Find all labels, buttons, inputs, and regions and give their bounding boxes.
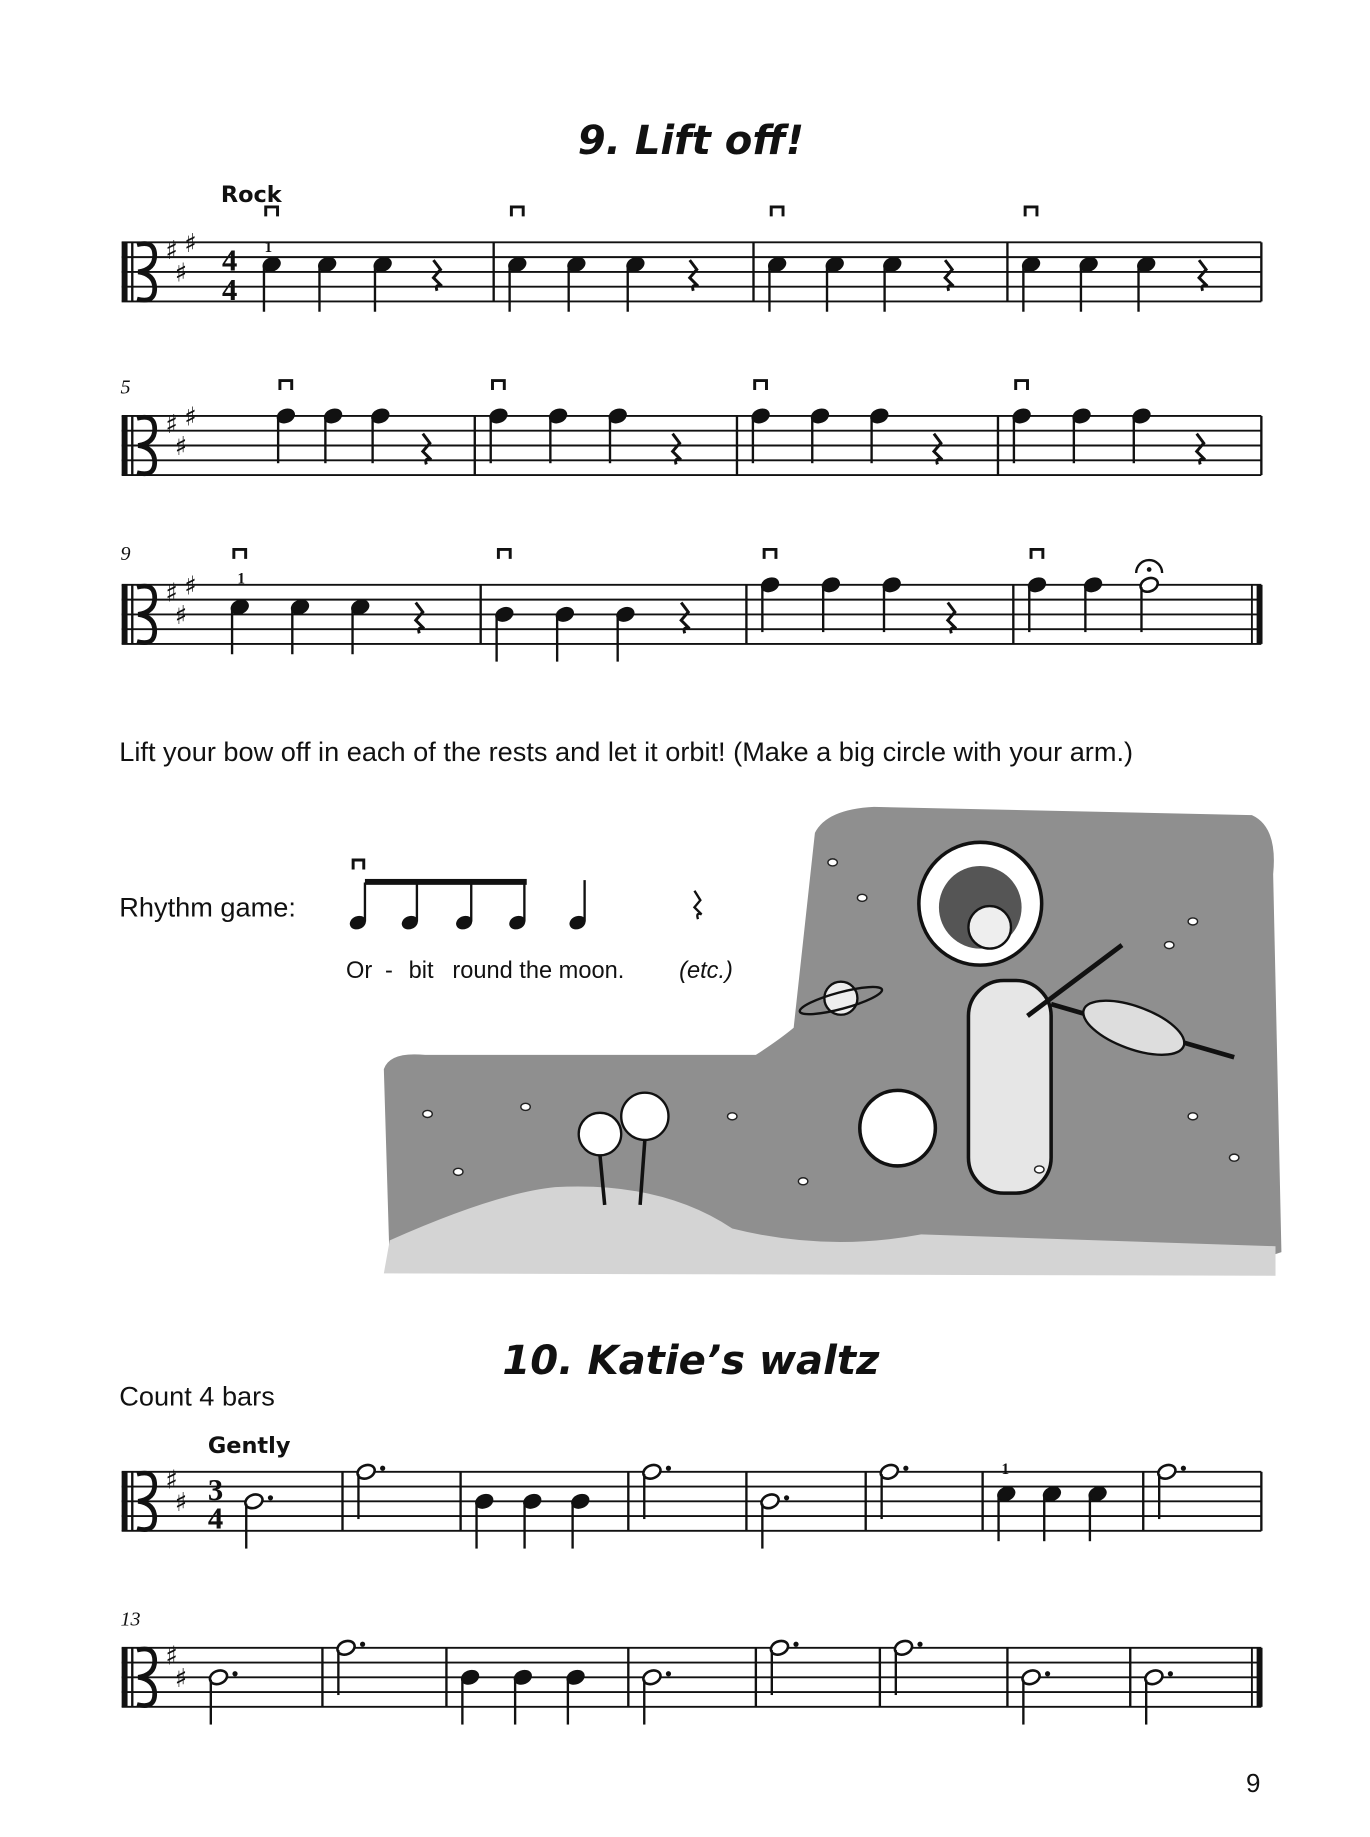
sharp-icon: ♯ (174, 1487, 188, 1518)
time-sig-top: 3 (207, 1473, 224, 1508)
down-bow-icon (511, 207, 523, 216)
augmentation-dot (360, 1642, 365, 1647)
sharp-icon: ♯ (184, 571, 197, 602)
small-helmet (860, 1090, 936, 1166)
time-sig-top: 4 (222, 243, 238, 278)
down-bow-icon (266, 207, 278, 216)
rhythm-lyrics (346, 958, 733, 984)
sharp-icon: ♯ (184, 228, 197, 259)
face (968, 906, 1011, 949)
down-bow-icon (280, 381, 292, 390)
sharp-icon: ♯ (174, 431, 188, 462)
down-bow-icon (492, 381, 504, 390)
lyric: (etc.) (679, 958, 733, 985)
staff-system (122, 549, 1263, 661)
crater (798, 1178, 807, 1185)
crater (728, 1113, 737, 1120)
alto-clef-bar (122, 416, 128, 475)
final-barline (1257, 1648, 1263, 1707)
spacesuit-body (968, 981, 1051, 1194)
astronaut-illustration (384, 807, 1282, 1276)
down-bow-icon (498, 549, 510, 558)
measure-number-5: 5 (120, 376, 131, 399)
fermata-dot (1147, 567, 1152, 572)
measure-number-9: 9 (120, 543, 131, 566)
alto-clef-bar (131, 242, 133, 301)
augmentation-dot (1181, 1466, 1186, 1471)
final-barline (1257, 585, 1263, 644)
alien-eye (621, 1093, 668, 1140)
sharp-icon: ♯ (174, 258, 188, 289)
sharp-icon: ♯ (165, 236, 178, 267)
lyric: bit (408, 958, 434, 985)
sharp-icon: ♯ (174, 600, 188, 631)
sharp-icon: ♯ (165, 578, 178, 609)
sharp-icon: ♯ (165, 1641, 178, 1672)
crater (521, 1103, 530, 1110)
quarter-rest (694, 891, 701, 919)
crater (857, 894, 866, 901)
alto-clef-bar (122, 585, 128, 644)
augmentation-dot (666, 1466, 671, 1471)
piece-10-tempo: Gently (207, 1432, 291, 1459)
piece-10-title: 10. Katie’s waltz (502, 1337, 880, 1384)
down-bow-icon (234, 549, 246, 558)
alto-clef-bar (122, 1648, 128, 1707)
crater (423, 1110, 432, 1117)
crater (1035, 1166, 1044, 1173)
fingering-1: 1 (264, 238, 273, 256)
staff-system (122, 1638, 1263, 1724)
time-sig-bottom: 4 (207, 1501, 224, 1536)
staff-system (122, 207, 1262, 312)
down-bow-icon (1016, 381, 1028, 390)
piece-9-title: 9. Lift off! (577, 117, 805, 164)
measure-number-13: 13 (120, 1608, 141, 1631)
augmentation-dot (268, 1495, 273, 1500)
staff-system (122, 1462, 1262, 1548)
down-bow-icon (1031, 549, 1043, 558)
augmentation-dot (1045, 1671, 1050, 1676)
augmentation-dot (380, 1466, 385, 1471)
count-in-text: Count 4 bars (119, 1380, 275, 1412)
alto-clef-bar (131, 1472, 133, 1531)
alto-clef-bar (122, 1472, 128, 1531)
augmentation-dot (917, 1642, 922, 1647)
augmentation-dot (903, 1466, 908, 1471)
augmentation-dot (666, 1671, 671, 1676)
sharp-icon: ♯ (184, 402, 197, 433)
augmentation-dot (793, 1642, 798, 1647)
down-bow-icon (764, 549, 776, 558)
crater (454, 1168, 463, 1175)
down-bow-icon (353, 860, 364, 869)
lyric: Or (346, 958, 373, 985)
page-number: 9 (1245, 1767, 1261, 1798)
eighth-beam (365, 879, 527, 885)
fingering-1: 1 (1001, 1461, 1010, 1479)
down-bow-icon (771, 207, 783, 216)
sharp-icon: ♯ (165, 1465, 178, 1496)
rhythm-game-label: Rhythm game: (119, 891, 296, 923)
crater (1188, 918, 1197, 925)
lyric: - (385, 958, 393, 985)
lyric: round the moon. (452, 958, 625, 985)
crater (1229, 1154, 1238, 1161)
alto-clef-bar (131, 1648, 133, 1707)
down-bow-icon (1025, 207, 1037, 216)
augmentation-dot (784, 1495, 789, 1500)
crater (828, 859, 837, 866)
crater (1188, 1113, 1197, 1120)
alto-clef-bar (131, 416, 133, 475)
time-sig-bottom: 4 (222, 273, 238, 308)
crater (1165, 942, 1174, 949)
instruction-text: Lift your bow off in each of the rests and let it orbit! (Make a big circle with your arm.) (119, 735, 1134, 767)
alien-eye (579, 1113, 622, 1156)
alto-clef-bar (122, 242, 128, 301)
piece-9-tempo: Rock (220, 182, 282, 209)
down-bow-icon (755, 381, 767, 390)
augmentation-dot (1168, 1671, 1173, 1676)
sharp-icon: ♯ (174, 1663, 188, 1694)
fingering-1: 1 (237, 570, 246, 588)
augmentation-dot (232, 1671, 237, 1676)
rhythm-notation (348, 860, 702, 932)
staff-system (122, 381, 1262, 475)
sharp-icon: ♯ (165, 409, 178, 440)
alto-clef-bar (131, 585, 133, 644)
